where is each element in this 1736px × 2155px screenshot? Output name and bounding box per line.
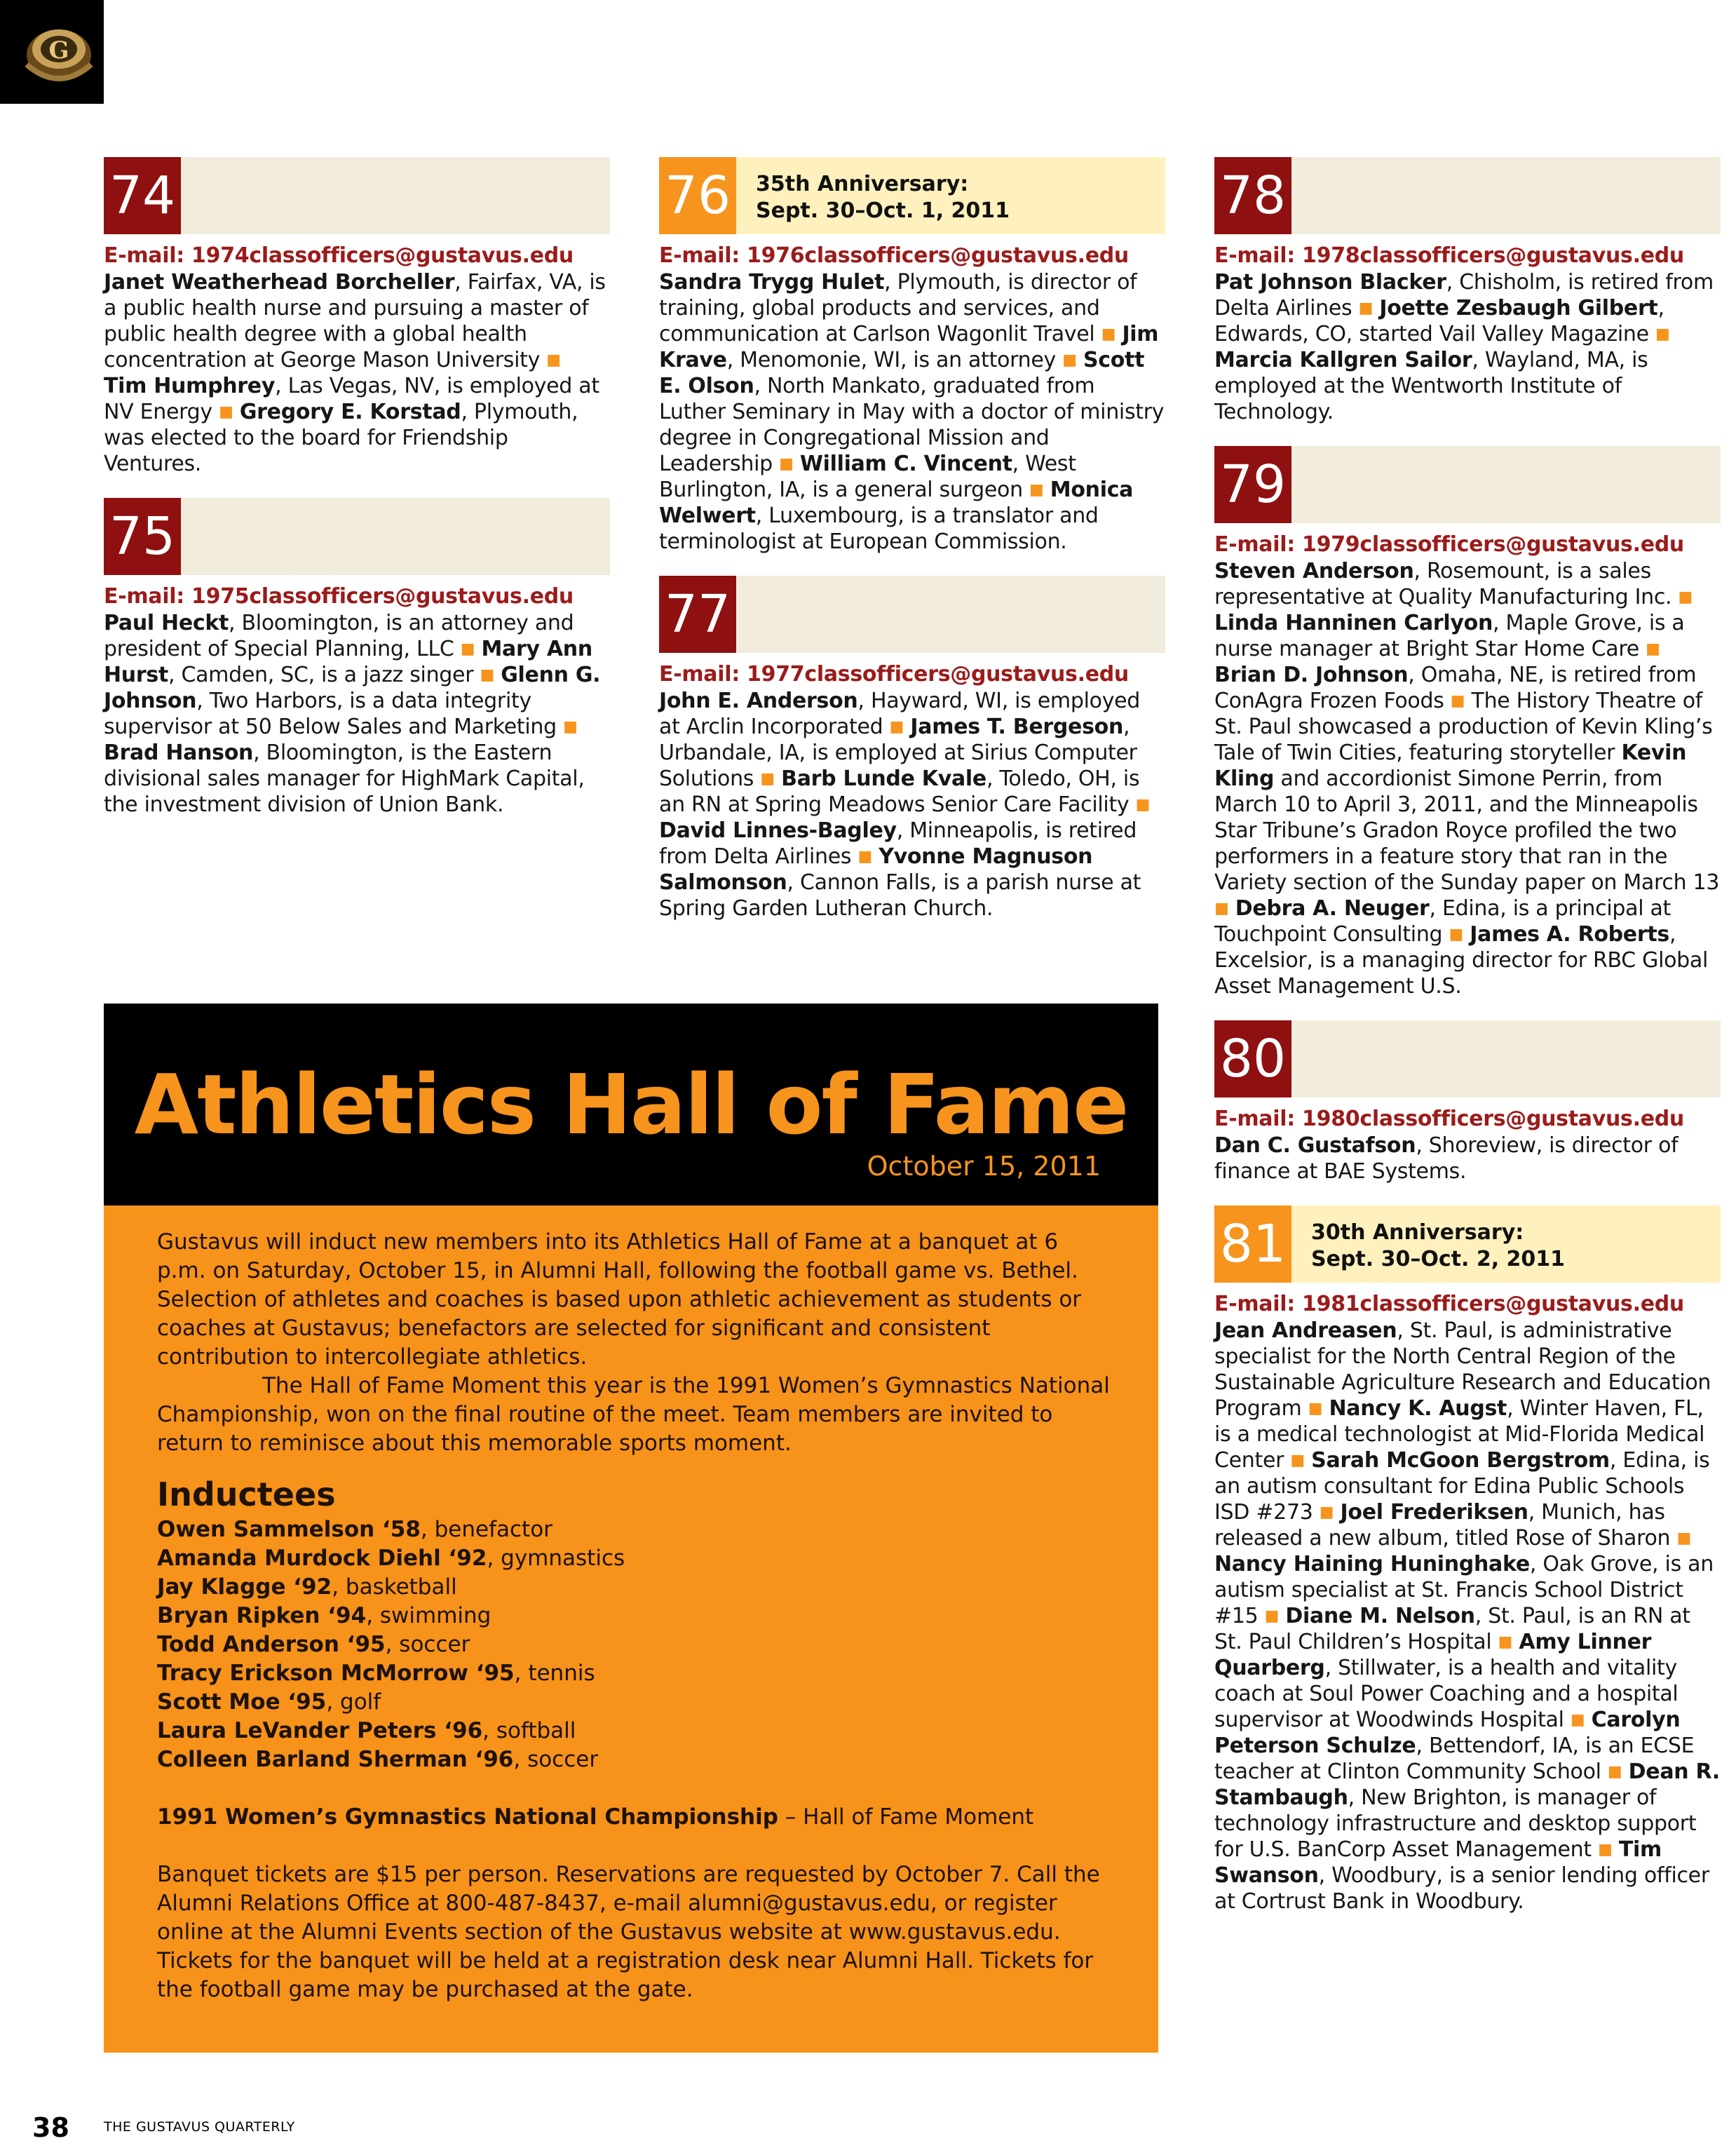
intro-paragraph: Gustavus will induct new members into its Athletics Hall of Fame at a banquet at 6 p.m. on Saturday, October 15, in Alumni Hall, following the football game vs. Bethel. Selection of athletes and coaches is based upon athletic achievement as students or coaches at Gustavus; benefactors are selected for significant and consistent contribution to intercollegiate athletics. <box>157 1229 1082 1370</box>
bullet-square-icon: ■ <box>460 640 475 658</box>
publication-name: THE GUSTAVUS QUARTERLY <box>104 2119 295 2135</box>
anniversary-label: 35th Anniversary: <box>756 172 969 196</box>
class-header <box>1214 1205 1721 1283</box>
list-item: Owen Sammelson ‘58, benefactor <box>157 1517 552 1542</box>
class-notes: Jean Andreasen, St. Paul, is administrative specialist for the North Central Region of the Sustainable Agriculture Research and Education Program ■ Nancy K. Augst, Winter Haven, FL, is a medical technologist at Mid-Florida Medical Center ■ Sarah McGoon Bergstrom, Edina, is an autism consultant for Edina Public Schools ISD #273 ■ Joel Frederiksen, Munich, has released a new album, titled Rose of Sharon ■ Nancy Haining Huninghake, Oak Grove, is an autism specialist at St. Francis School District #15 ■ Diane M. Nelson, St. Paul, is an RN at St. Paul Children’s Hospital ■ Amy Linner Quarberg, Stillwater, is a health and vitality coach at Soul Power Coaching and a hospital supervisor at Woodwinds Hospital ■ Carolyn Peterson Schulze, Bettendorf, IA, is an ECSE teacher at Clinton Community School ■ Dean R. Stambaugh, New Brighton, is manager of technology infrastructure and desktop support for U.S. BanCorp Asset Management ■ Tim Swanson, Woodbury, is a senior lending officer at Cortrust Bank in Woodbury. <box>1214 1318 1720 1914</box>
class-header <box>659 576 1165 653</box>
class-year: 81 <box>1214 1205 1291 1283</box>
class-year: 74 <box>104 157 181 234</box>
bullet-square-icon: ■ <box>889 718 904 736</box>
bullet-square-icon: ■ <box>1101 325 1116 343</box>
class-1976 <box>659 157 1165 555</box>
hall-of-fame-panel <box>104 1004 1158 2053</box>
column-middle <box>659 157 1165 943</box>
class-ring-logo <box>0 0 104 104</box>
class-email[interactable]: E-mail: 1974classofficers@gustavus.edu <box>104 243 574 268</box>
class-notes: Paul Heckt, Bloomington, is an attorney and president of Special Planning, LLC ■ Mary Ann Hurst, Camden, SC, is a jazz singer ■ Glenn G. Johnson, Two Harbors, is a data integrity supervisor at 50 Below Sales and Marketing ■ Brad Hanson, Bloomington, is the Eastern divisional sales manager for HighMark Capital, the investment division of Union Bank. <box>104 611 601 817</box>
bullet-square-icon: ■ <box>1598 1841 1613 1858</box>
class-email[interactable]: E-mail: 1976classofficers@gustavus.edu <box>659 243 1129 268</box>
class-header <box>104 498 610 575</box>
class-1977 <box>659 576 1165 921</box>
list-item: Amanda Murdock Diehl ‘92, gymnastics <box>157 1546 625 1571</box>
class-header <box>1214 446 1721 523</box>
list-item: Tracy Erickson McMorrow ‘95, tennis <box>157 1661 595 1686</box>
column-right <box>1214 157 1721 1936</box>
list-item: Bryan Ripken ‘94, swimming <box>157 1603 491 1628</box>
bullet-square-icon: ■ <box>1214 900 1229 917</box>
hall-of-fame-date: October 15, 2011 <box>867 1151 1101 1182</box>
class-1975 <box>104 498 610 818</box>
bullet-square-icon: ■ <box>1308 1400 1323 1417</box>
class-year: 76 <box>659 157 736 234</box>
class-year: 75 <box>104 498 181 575</box>
bullet-square-icon: ■ <box>857 848 872 865</box>
class-email[interactable]: E-mail: 1979classofficers@gustavus.edu <box>1214 532 1684 557</box>
bullet-square-icon: ■ <box>1319 1504 1334 1521</box>
anniversary-dates: Sept. 30–Oct. 2, 2011 <box>1311 1247 1566 1271</box>
class-header <box>1214 157 1721 234</box>
bullet-square-icon: ■ <box>1029 481 1044 499</box>
ticket-paragraph: Banquet tickets are $15 per person. Reservations are requested by October 7. Call the Alumni Relations Office at 800-487-8437, e-mail alumni@gustavus.edu, or register online at the Alumni Events section of the Gustavus website at www.gustavus.edu. Tickets for the banquet will be held at a registration desk near Alumni Hall. Tickets for the football game may be purchased at the gate. <box>157 1862 1100 2002</box>
class-year: 79 <box>1214 446 1291 523</box>
class-year: 78 <box>1214 157 1291 234</box>
class-notes: Janet Weatherhead Borcheller, Fairfax, VA, is a public health nurse and pursuing a master of public health degree with a global health concentration at George Mason University ■ Tim Humphrey, Las Vegas, NV, is employed at NV Energy ■ Gregory E. Korstad, Plymouth, was elected to the board for Friendship Ventures. <box>104 270 606 476</box>
bullet-square-icon: ■ <box>1676 1529 1691 1547</box>
bullet-square-icon: ■ <box>1646 640 1660 658</box>
list-item: Colleen Barland Sherman ‘96, soccer <box>157 1747 599 1772</box>
bullet-square-icon: ■ <box>1135 796 1151 813</box>
bullet-square-icon: ■ <box>480 666 494 684</box>
class-notes: Dan C. Gustafson, Shoreview, is director of finance at BAE Systems. <box>1214 1133 1679 1184</box>
hall-of-fame-banner <box>104 1004 1158 1205</box>
class-1981 <box>1214 1205 1721 1914</box>
class-email[interactable]: E-mail: 1981classofficers@gustavus.edu <box>1214 1292 1684 1316</box>
bullet-square-icon: ■ <box>1678 588 1693 606</box>
anniversary-note <box>756 171 1010 224</box>
bullet-square-icon: ■ <box>1450 692 1465 710</box>
list-item: Scott Moe ‘95, golf <box>157 1689 381 1715</box>
column-left <box>104 157 610 839</box>
class-1980 <box>1214 1020 1721 1184</box>
class-year: 77 <box>659 576 736 653</box>
bullet-square-icon: ■ <box>1570 1711 1585 1729</box>
bullet-square-icon: ■ <box>563 718 578 736</box>
bullet-square-icon: ■ <box>1290 1452 1305 1469</box>
bullet-square-icon: ■ <box>219 403 233 421</box>
hall-of-fame-title: Athletics Hall of Fame <box>134 1056 1128 1153</box>
class-header <box>659 157 1165 234</box>
bullet-square-icon: ■ <box>1264 1607 1280 1625</box>
svg-text:G: G <box>48 36 69 65</box>
inductees-list <box>157 1515 1111 1774</box>
class-email[interactable]: E-mail: 1977classofficers@gustavus.edu <box>659 662 1129 687</box>
bullet-square-icon: ■ <box>1498 1633 1513 1651</box>
list-item: Jay Klagge ‘92, basketball <box>157 1574 457 1600</box>
class-1974 <box>104 157 610 477</box>
bullet-square-icon: ■ <box>546 351 561 369</box>
class-1978 <box>1214 157 1721 425</box>
hall-of-fame-moment: 1991 Women’s Gymnastics National Championship – Hall of Fame Moment <box>157 1804 1034 1830</box>
hall-of-fame-body <box>157 1228 1111 2004</box>
page-number: 38 <box>32 2112 69 2143</box>
class-notes: John E. Anderson, Hayward, WI, is employed at Arclin Incorporated ■ James T. Bergeson, Urbandale, IA, is employed at Sirius Computer Solutions ■ Barb Lunde Kvale, Toledo, OH, is an RN at Spring Meadows Senior Care Facility ■ David Linnes-Bagley, Minneapolis, is retired from Delta Airlines ■ Yvonne Magnuson Salmonson, Cannon Falls, is a parish nurse at Spring Garden Lutheran Church. <box>659 689 1151 921</box>
anniversary-label: 30th Anniversary: <box>1311 1220 1524 1245</box>
bullet-square-icon: ■ <box>779 455 794 473</box>
bullet-square-icon: ■ <box>1607 1763 1622 1781</box>
anniversary-note <box>1311 1220 1565 1273</box>
anniversary-dates: Sept. 30–Oct. 1, 2011 <box>756 198 1010 223</box>
class-notes: Sandra Trygg Hulet, Plymouth, is director of training, global products and services, and communication at Carlson Wagonlit Travel ■ Jim Krave, Menomonie, WI, is an attorney ■ Scott E. Olson, North Mankato, graduated from Luther Seminary in May with a doctor of ministry degree in Congregational Mission and Leadership ■ William C. Vincent, West Burlington, IA, is a general surgeon ■ Monica Welwert, Luxembourg, is a translator and terminologist at European Commission. <box>659 270 1165 554</box>
moment-paragraph: The Hall of Fame Moment this year is the 1991 Women’s Gymnastics National Championship, won on the final routine of the meet. Team members are invited to return to reminisce about this memorable sports moment. <box>157 1373 1110 1456</box>
class-email[interactable]: E-mail: 1980classofficers@gustavus.edu <box>1214 1107 1684 1131</box>
class-email[interactable]: E-mail: 1978classofficers@gustavus.edu <box>1214 243 1684 268</box>
class-notes: Steven Anderson, Rosemount, is a sales representative at Quality Manufacturing Inc. ■ Linda Hanninen Carlyon, Maple Grove, is a nurse manager at Bright Star Home Care ■ Brian D. Johnson, Omaha, NE, is retired from ConAgra Frozen Foods ■ The History Theatre of St. Paul showcased a production of Kevin Kling’s Tale of Twin Cities, featuring storyteller Kevin Kling and accordionist Simone Perrin, from March 10 to April 3, 2011, and the Minneapolis Star Tribune’s Gradon Royce profiled the two performers in a feature story that ran in the Variety section of the Sunday paper on March 13 ■ Debra A. Neuger, Edina, is a principal at Touchpoint Consulting ■ James A. Roberts, Excelsior, is a managing director for RBC Global Asset Management U.S. <box>1214 559 1720 999</box>
class-1979 <box>1214 446 1721 999</box>
bullet-square-icon: ■ <box>1655 325 1670 343</box>
class-year: 80 <box>1214 1020 1291 1097</box>
bullet-square-icon: ■ <box>1358 299 1374 317</box>
class-header <box>104 157 610 234</box>
list-item: Todd Anderson ‘95, soccer <box>157 1632 470 1657</box>
bullet-square-icon: ■ <box>760 770 775 788</box>
class-header <box>1214 1020 1721 1097</box>
class-notes: Pat Johnson Blacker, Chisholm, is retired from Delta Airlines ■ Joette Zesbaugh Gilbert, Edwards, CO, started Vail Valley Magazine ■ Marcia Kallgren Sailor, Wayland, MA, is employed at the Wentworth Institute of Technology. <box>1214 270 1714 424</box>
class-email[interactable]: E-mail: 1975classofficers@gustavus.edu <box>104 584 574 609</box>
bullet-square-icon: ■ <box>1062 351 1077 369</box>
bullet-square-icon: ■ <box>1449 926 1464 943</box>
inductees-heading: Inductees <box>157 1475 336 1513</box>
list-item: Laura LeVander Peters ‘96, softball <box>157 1718 576 1743</box>
